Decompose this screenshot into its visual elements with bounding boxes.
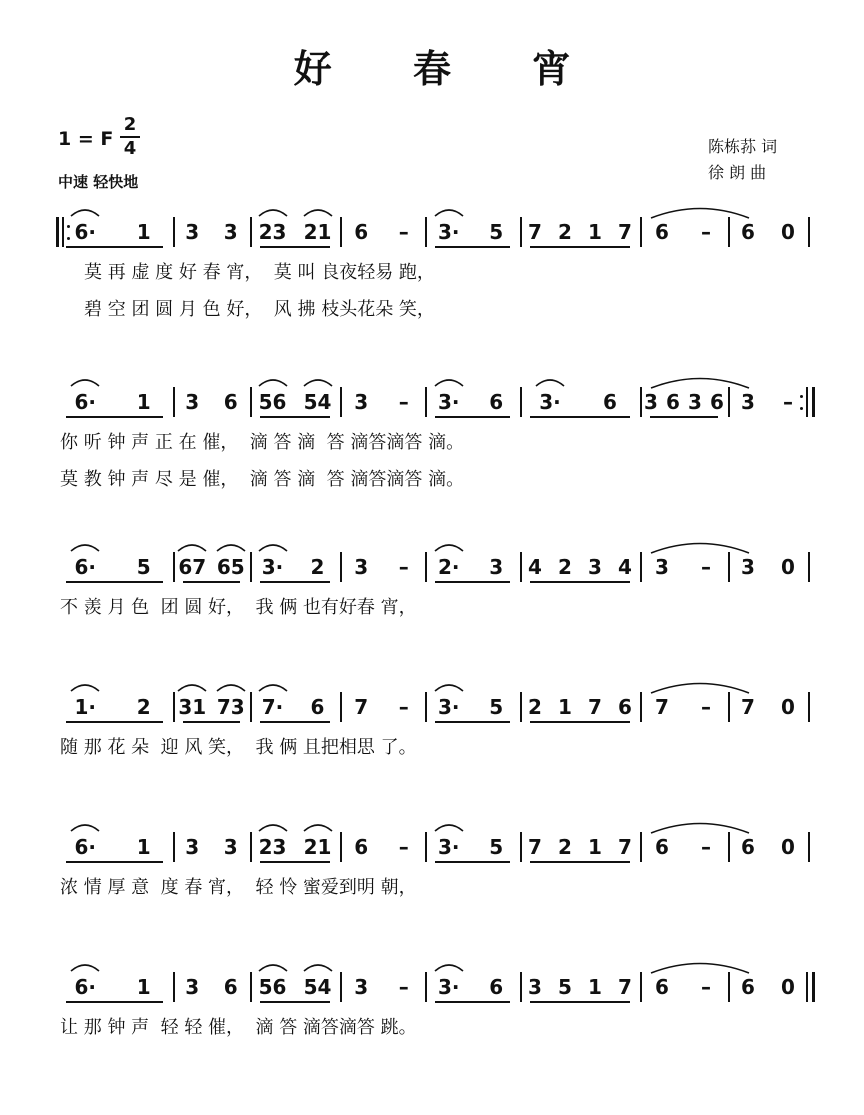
bar-line (425, 552, 427, 582)
note: 3· (437, 975, 460, 999)
note: 6 (741, 975, 755, 999)
lyric-line-1: 浓 情 厚 意 度 春 宵， 轻 怜 蜜爱到明 朝， (60, 877, 417, 898)
note: 5 (489, 835, 504, 859)
slur-arc (258, 822, 288, 832)
note: 6 (710, 390, 724, 414)
beam-underline (66, 1001, 163, 1003)
bar-line (425, 217, 427, 247)
beam-underline (650, 416, 718, 418)
note: 3 (185, 390, 200, 414)
note: 54 (303, 975, 332, 999)
slur-arc (303, 962, 333, 972)
lyric-line-1: 不 羡 月 色 团 圆 好， 我 俩 也有好春 宵， (60, 597, 417, 618)
note: 6 (489, 975, 504, 999)
note: 6· (74, 390, 96, 414)
staff-line-2 (0, 385, 864, 505)
beam-underline (66, 581, 163, 583)
slur-arc (434, 207, 464, 217)
note: – (701, 555, 711, 579)
beam-underline (260, 581, 330, 583)
tie-arc (650, 540, 750, 554)
note: – (701, 220, 711, 244)
note: 5 (558, 975, 572, 999)
slur-arc (70, 377, 100, 387)
time-sig-top: 2 (123, 114, 137, 135)
note: 6· (74, 975, 96, 999)
lyric-line-1: 随 那 花 朵 迎 风 笑， 我 俩 且把相思 了。 (60, 737, 417, 758)
note: 3 (223, 835, 238, 859)
slur-arc (177, 682, 207, 692)
slur-arc (216, 682, 246, 692)
lyricist-credit: 陈栋荪 词 (708, 137, 778, 156)
bar-line (808, 832, 810, 862)
note: 21 (303, 835, 332, 859)
note: 6 (741, 220, 755, 244)
time-signature (120, 116, 140, 158)
note: 0 (781, 695, 795, 719)
bar-line (728, 972, 730, 1002)
slur-arc (535, 377, 565, 387)
slur-arc (70, 207, 100, 217)
note: 3 (528, 975, 542, 999)
slur-arc (258, 377, 288, 387)
note: – (398, 835, 409, 859)
bar-line (340, 552, 342, 582)
note: 3· (437, 695, 460, 719)
note: 3 (741, 555, 755, 579)
note: 1 (136, 835, 151, 859)
note: 6 (655, 975, 669, 999)
beam-underline (435, 721, 510, 723)
note: 3 (354, 975, 369, 999)
slur-arc (303, 822, 333, 832)
beam-underline (260, 1001, 330, 1003)
slur-arc (70, 822, 100, 832)
note: 3· (261, 555, 284, 579)
note: – (398, 695, 409, 719)
slur-arc (216, 542, 246, 552)
note: 6 (741, 835, 755, 859)
bar-line (520, 387, 522, 417)
tie-arc (650, 820, 750, 834)
lyric-line-1: 让 那 钟 声 轻 轻 催， 滴 答 滴答滴答 跳。 (60, 1017, 417, 1038)
note: 5 (489, 695, 504, 719)
bar-line (640, 972, 642, 1002)
bar-line (173, 832, 175, 862)
beam-underline (260, 246, 330, 248)
bar-line (728, 692, 730, 722)
note: – (701, 695, 711, 719)
note: 3 (354, 390, 369, 414)
note: – (701, 975, 711, 999)
note: 7 (618, 835, 632, 859)
note: 3 (489, 555, 504, 579)
slur-arc (258, 962, 288, 972)
staff-line-1 (0, 215, 864, 335)
slur-arc (434, 682, 464, 692)
note: 21 (303, 220, 332, 244)
note: 56 (258, 975, 287, 999)
note: 3 (655, 555, 669, 579)
bar-line (808, 692, 810, 722)
tie-arc (650, 960, 750, 974)
bar-line (340, 832, 342, 862)
note: – (398, 555, 409, 579)
beam-underline (66, 861, 163, 863)
slur-arc (177, 542, 207, 552)
slur-arc (70, 542, 100, 552)
tie-arc (650, 205, 750, 219)
bar-line (728, 832, 730, 862)
note: 3· (437, 390, 460, 414)
bar-line (340, 692, 342, 722)
note: 2· (437, 555, 460, 579)
time-sig-bottom: 4 (123, 138, 137, 159)
note: 23 (258, 220, 287, 244)
note: 3 (588, 555, 602, 579)
bar-line (340, 387, 342, 417)
lyric-line-1: 你 听 钟 声 正 在 催， 滴 答 滴 答 滴答滴答 滴。 (60, 432, 465, 453)
beam-underline (435, 1001, 510, 1003)
bar-line (728, 552, 730, 582)
bar-line (640, 692, 642, 722)
beam-underline (66, 416, 163, 418)
bar-line (808, 217, 810, 247)
note: 6 (489, 390, 504, 414)
note: 6 (655, 835, 669, 859)
note: 7 (588, 695, 602, 719)
bar-line (808, 552, 810, 582)
note: 3 (185, 835, 200, 859)
note: 2 (136, 695, 151, 719)
slur-arc (70, 962, 100, 972)
note: – (398, 975, 409, 999)
song-title: 好 春 宵 (293, 47, 605, 91)
beam-underline (183, 581, 240, 583)
slur-arc (434, 542, 464, 552)
note: 2 (558, 835, 572, 859)
note: 0 (781, 220, 795, 244)
note: 3 (354, 555, 369, 579)
note: 7 (618, 220, 632, 244)
note: 54 (303, 390, 332, 414)
slur-arc (70, 682, 100, 692)
note: 6· (74, 555, 96, 579)
note: 1 (136, 975, 151, 999)
lyric-line-2: 碧 空 团 圆 月 色 好， 风 拂 枝头花朵 笑， (84, 299, 435, 320)
note: 3· (539, 390, 561, 414)
note: 2 (558, 555, 572, 579)
note: 3· (437, 220, 460, 244)
bar-line (425, 692, 427, 722)
beam-underline (66, 246, 163, 248)
note: 6 (354, 835, 369, 859)
bar-line (425, 832, 427, 862)
beam-underline (66, 721, 163, 723)
note: 6· (74, 835, 96, 859)
bar-line (640, 217, 642, 247)
note: 0 (781, 835, 795, 859)
note: 5 (136, 555, 151, 579)
note: 7 (741, 695, 755, 719)
note: 6 (223, 390, 238, 414)
note: 2 (558, 220, 572, 244)
note: 0 (781, 555, 795, 579)
bar-line (56, 217, 59, 247)
bar-line (640, 832, 642, 862)
note: 1 (136, 220, 151, 244)
slur-arc (258, 682, 288, 692)
note: 7 (618, 975, 632, 999)
beam-underline (530, 861, 630, 863)
beam-underline (260, 721, 330, 723)
note: 7 (528, 220, 542, 244)
tie-arc (650, 375, 750, 389)
lyric-line-2: 莫 教 钟 声 尽 是 催， 滴 答 滴 答 滴答滴答 滴。 (60, 469, 465, 490)
staff-line-4 (0, 690, 864, 810)
note: 3 (741, 390, 755, 414)
bar-line (812, 972, 815, 1002)
slur-arc (303, 207, 333, 217)
note: 2 (528, 695, 542, 719)
note: 7 (655, 695, 669, 719)
note: 7 (528, 835, 542, 859)
beam-underline (435, 246, 510, 248)
note: 3 (185, 220, 200, 244)
bar-line-thin (806, 387, 808, 417)
slur-arc (434, 377, 464, 387)
slur-arc (434, 822, 464, 832)
bar-line (173, 217, 175, 247)
slur-arc (303, 377, 333, 387)
slur-arc (434, 962, 464, 972)
bar-line (640, 552, 642, 582)
beam-underline (530, 1001, 630, 1003)
beam-underline (435, 581, 510, 583)
slur-arc (258, 542, 288, 552)
bar-line (173, 387, 175, 417)
note: 6 (310, 695, 325, 719)
note: – (398, 220, 409, 244)
staff-line-6 (0, 970, 864, 1090)
slur-arc (258, 207, 288, 217)
bar-line (340, 217, 342, 247)
note: – (783, 390, 793, 414)
note: 1 (558, 695, 572, 719)
note: 6 (603, 390, 617, 414)
bar-line (425, 387, 427, 417)
note: 4 (618, 555, 632, 579)
beam-underline (435, 416, 510, 418)
note: 7 (354, 695, 369, 719)
note: 5 (489, 220, 504, 244)
note: 73 (216, 695, 245, 719)
note: 2 (310, 555, 325, 579)
key-signature: 1 = F (58, 128, 114, 150)
note: 1 (588, 975, 602, 999)
note: 3· (437, 835, 460, 859)
composer-credit: 徐 朗 曲 (708, 163, 767, 182)
note: 6 (354, 220, 369, 244)
note: 6 (666, 390, 680, 414)
note: 6 (618, 695, 632, 719)
beam-underline (530, 721, 630, 723)
note: 7· (261, 695, 284, 719)
note: 3 (223, 220, 238, 244)
bar-line (173, 972, 175, 1002)
note: 3 (688, 390, 702, 414)
note: 6 (655, 220, 669, 244)
note: 31 (178, 695, 207, 719)
bar-line-thin (806, 972, 808, 1002)
note: 1 (136, 390, 151, 414)
beam-underline (435, 861, 510, 863)
note: 1 (588, 835, 602, 859)
note: 1· (74, 695, 96, 719)
beam-underline (530, 581, 630, 583)
beam-underline (260, 861, 330, 863)
beam-underline (530, 416, 630, 418)
tempo-marking: 中速 轻快地 (58, 173, 139, 191)
note: 3 (185, 975, 200, 999)
note: 4 (528, 555, 542, 579)
staff-line-3 (0, 550, 864, 670)
note: 6 (223, 975, 238, 999)
staff-line-5 (0, 830, 864, 950)
note: 65 (216, 555, 245, 579)
note: 23 (258, 835, 287, 859)
bar-line (340, 972, 342, 1002)
note: 0 (781, 975, 795, 999)
note: 1 (588, 220, 602, 244)
beam-underline (183, 721, 240, 723)
note: 6· (74, 220, 96, 244)
bar-line (812, 387, 815, 417)
note: – (701, 835, 711, 859)
beam-underline (530, 246, 630, 248)
tie-arc (650, 680, 750, 694)
note: 56 (258, 390, 287, 414)
note: 3 (644, 390, 658, 414)
bar-line (425, 972, 427, 1002)
lyric-line-1: 莫 再 虚 度 好 春 宵， 莫 叫 良夜轻易 跑， (84, 262, 435, 283)
beam-underline (260, 416, 330, 418)
note: – (398, 390, 409, 414)
note: 67 (178, 555, 207, 579)
bar-line (728, 217, 730, 247)
